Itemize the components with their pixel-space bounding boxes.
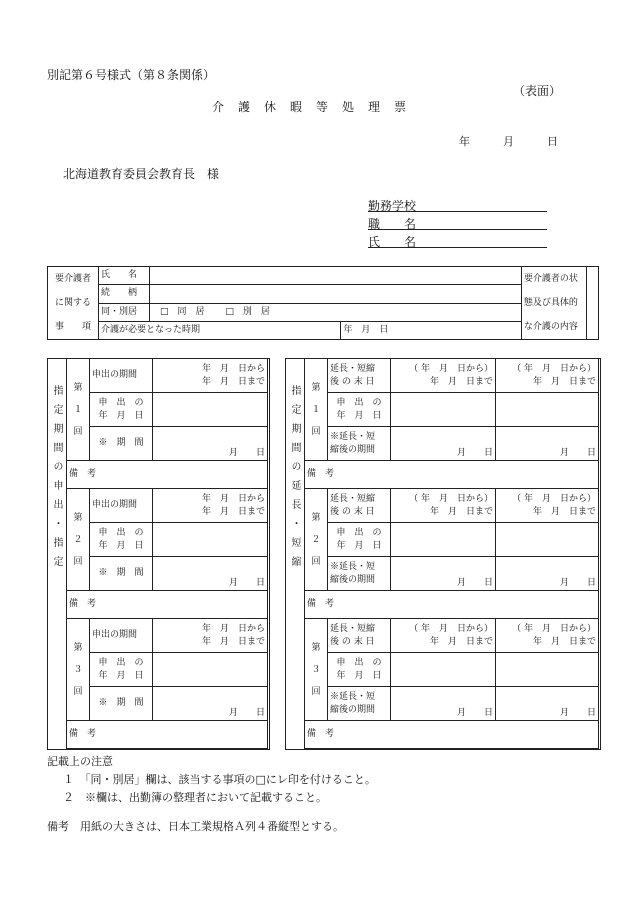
apply-date-label: 申 出 の 年 月 日 <box>90 653 153 687</box>
apply-period-label: 申出の期間 <box>90 619 153 653</box>
note-item-2: ２ ※欄は、出勤簿の整理者において記載すること。 <box>63 791 327 804</box>
school-line[interactable] <box>368 211 547 212</box>
care-living-label: 同・別居 <box>99 303 150 321</box>
apply-period-value[interactable]: 年 月 日から 年 月 日まで <box>153 619 268 653</box>
apply-date-value-b[interactable] <box>496 523 599 557</box>
extension-enddate-label: 延長・短縮 後 の 末 日 <box>328 619 391 653</box>
designation-vertical-label: 指定期間の申出・指定 <box>51 385 62 575</box>
apply-date-value[interactable] <box>153 653 268 687</box>
care-side-label: 要介護者 に関する 事 項 <box>48 267 99 340</box>
addressee: 北海道教育委員会教育長 様 <box>63 167 220 181</box>
position-label: 職 名 <box>368 217 417 231</box>
period-label: ※ 期 間 <box>90 427 153 461</box>
extension-enddate-label: 延長・短縮 後 の 末 日 <box>328 359 391 393</box>
extended-period-label: ※延長・短 縮後の期間 <box>328 427 391 461</box>
extension-enddate-value-b[interactable]: （ 年 月 日から） 年 月 日まで <box>496 489 599 523</box>
extension-enddate-value-b[interactable]: （ 年 月 日から） 年 月 日まで <box>496 619 599 653</box>
apply-period-label: 申出の期間 <box>90 489 153 523</box>
round-number: 第 ２ 回 <box>305 489 328 591</box>
extended-period-label: ※延長・短 縮後の期間 <box>328 687 391 721</box>
care-need-period-label: 介護が必要となった時期 <box>99 321 341 339</box>
apply-date-label: 申 出 の 年 月 日 <box>328 393 391 427</box>
living-together-checkbox[interactable]: □ 同 居 <box>160 306 205 317</box>
apply-date-value-a[interactable] <box>391 653 496 687</box>
apply-date-value-a[interactable] <box>391 393 496 427</box>
extension-round <box>304 618 599 749</box>
remarks-field[interactable]: 備 考 <box>305 591 599 619</box>
extension-enddate-value-a[interactable]: （ 年 月 日から） 年 月 日まで <box>391 619 496 653</box>
position-line[interactable] <box>368 229 547 230</box>
round-number: 第 １ 回 <box>305 359 328 461</box>
apply-date-value[interactable] <box>153 523 268 557</box>
care-name-value[interactable] <box>150 267 522 285</box>
remarks-field[interactable]: 備 考 <box>305 721 599 749</box>
side-label: （表面） <box>513 84 562 98</box>
apply-period-value[interactable]: 年 月 日から 年 月 日まで <box>153 359 268 393</box>
extension-enddate-value-a[interactable]: （ 年 月 日から） 年 月 日まで <box>391 489 496 523</box>
extended-period-value-a[interactable]: 月 日 <box>391 557 496 591</box>
period-label: ※ 期 間 <box>90 687 153 721</box>
remark: 備考 用紙の大きさは、日本工業規格Ａ列４番縦型とする。 <box>47 820 344 833</box>
apply-date-value[interactable] <box>153 393 268 427</box>
designation-round <box>66 618 268 749</box>
date-field: 年 月 日 <box>459 135 558 148</box>
care-living-options[interactable] <box>150 303 522 321</box>
apply-date-value-b[interactable] <box>496 653 599 687</box>
extended-period-value-b[interactable]: 月 日 <box>496 557 599 591</box>
round-number: 第 １ 回 <box>67 359 90 461</box>
apply-date-label: 申 出 の 年 月 日 <box>328 653 391 687</box>
care-need-period-date[interactable]: 年 月 日 <box>341 321 522 339</box>
remarks-field[interactable]: 備 考 <box>67 461 268 489</box>
care-name-label: 氏 名 <box>99 267 150 285</box>
apply-date-label: 申 出 の 年 月 日 <box>90 523 153 557</box>
name-line[interactable] <box>368 247 547 248</box>
care-status-value[interactable] <box>586 267 598 340</box>
apply-date-value-b[interactable] <box>496 393 599 427</box>
apply-date-value-a[interactable] <box>391 523 496 557</box>
remarks-field[interactable]: 備 考 <box>305 461 599 489</box>
form-title: 介 護 休 暇 等 処 理 票 <box>212 100 408 114</box>
name-label: 氏 名 <box>368 235 417 249</box>
extension-enddate-value-a[interactable]: （ 年 月 日から） 年 月 日まで <box>391 359 496 393</box>
round-number: 第 ３ 回 <box>305 619 328 721</box>
apply-date-label: 申 出 の 年 月 日 <box>90 393 153 427</box>
designation-round <box>66 358 268 489</box>
extended-period-value-b[interactable]: 月 日 <box>496 427 599 461</box>
care-relation-value[interactable] <box>150 285 522 303</box>
care-recipient-table <box>47 266 599 340</box>
notes-heading: 記載上の注意 <box>47 755 113 768</box>
living-separate-checkbox[interactable]: □ 別 居 <box>225 306 270 317</box>
extended-period-value-a[interactable]: 月 日 <box>391 427 496 461</box>
period-value[interactable]: 月 日 <box>153 427 268 461</box>
care-status-label: 要介護者の状 態及び具体的 な介護の内容 <box>521 267 586 340</box>
note-item-1: １ 「同・別居」欄は、該当する事項の□にレ印を付けること。 <box>63 773 376 786</box>
period-label: ※ 期 間 <box>90 557 153 591</box>
extension-vertical-label: 指定期間の延長・短縮 <box>289 385 300 575</box>
remarks-field[interactable]: 備 考 <box>67 721 268 749</box>
extension-round <box>304 358 599 489</box>
extension-enddate-label: 延長・短縮 後 の 末 日 <box>328 489 391 523</box>
round-number: 第 ３ 回 <box>67 619 90 721</box>
apply-date-label: 申 出 の 年 月 日 <box>328 523 391 557</box>
apply-period-label: 申出の期間 <box>90 359 153 393</box>
school-label: 勤務学校 <box>368 199 417 213</box>
extended-period-value-a[interactable]: 月 日 <box>391 687 496 721</box>
extended-period-value-b[interactable]: 月 日 <box>496 687 599 721</box>
extension-round <box>304 488 599 619</box>
extended-period-label: ※延長・短 縮後の期間 <box>328 557 391 591</box>
care-relation-label: 続 柄 <box>99 285 150 303</box>
period-value[interactable]: 月 日 <box>153 557 268 591</box>
remarks-field[interactable]: 備 考 <box>67 591 268 619</box>
apply-period-value[interactable]: 年 月 日から 年 月 日まで <box>153 489 268 523</box>
form-number: 別記第６号様式（第８条関係） <box>47 68 216 82</box>
period-value[interactable]: 月 日 <box>153 687 268 721</box>
designation-round <box>66 488 268 619</box>
extension-enddate-value-b[interactable]: （ 年 月 日から） 年 月 日まで <box>496 359 599 393</box>
round-number: 第 ２ 回 <box>67 489 90 591</box>
